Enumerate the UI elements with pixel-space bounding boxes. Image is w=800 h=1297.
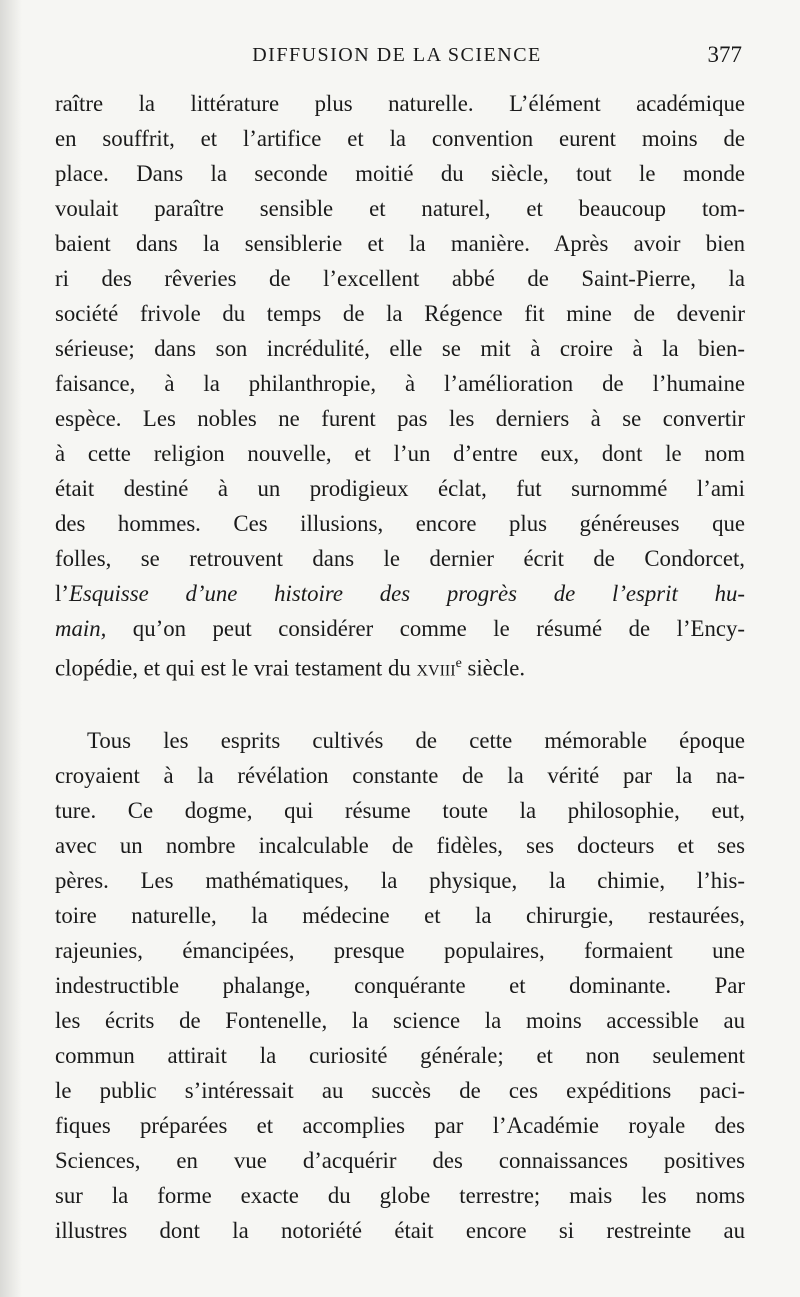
text-line: était destiné à un prodigieux éclat, fut surnommé l’ami: [55, 476, 745, 501]
paragraph-gap: [55, 686, 745, 723]
text-line: le public s’intéressait au succès de ces expéditions paci-: [55, 1077, 745, 1103]
page-number: 377: [707, 42, 742, 67]
text-line-italic-title: [55, 576, 745, 611]
century-numeral: xviii: [416, 655, 456, 681]
century-suffix: e: [455, 656, 462, 671]
text-line: sur la forme exacte du globe terrestre; mais les noms: [55, 1182, 745, 1208]
text-line: société frivole du temps de la Régence fit mine de devenir: [55, 301, 745, 326]
text-line: commun attirait la curiosité générale; et non seulement: [55, 1042, 745, 1068]
running-title: DIFFUSION DE LA SCIENCE: [252, 44, 542, 66]
text-line: Tous les esprits cultivés de cette mémorable époque: [87, 727, 745, 753]
text-fragment: clopédie, et qui est le vrai testament du: [55, 655, 417, 681]
text-line: croyaient à la révélation constante de la vérité par la na-: [55, 762, 745, 788]
paragraph-1: [55, 86, 745, 686]
book-title-italic-end: main,: [55, 616, 107, 641]
text-line: faisance, à la philanthropie, à l’amélioration de l’humaine: [55, 371, 745, 396]
text-line: à cette religion nouvelle, et l’un d’entre eux, dont le nom: [55, 441, 745, 466]
text-fragment: qu’on peut considérer comme le résumé de l’Ency-: [106, 616, 745, 641]
text-fragment: siècle.: [461, 655, 526, 681]
text-fragment: l’: [55, 581, 69, 606]
text-line: toire naturelle, la médecine et la chirurgie, restaurées,: [55, 902, 745, 928]
text-line-italic-title-end: [55, 611, 745, 646]
text-line: en souffrit, et l’artifice et la convention eurent moins de: [55, 126, 745, 151]
page-body: [55, 86, 745, 1248]
text-line: place. Dans la seconde moitié du siècle, tout le monde: [55, 161, 745, 186]
text-line: ture. Ce dogme, qui résume toute la philosophie, eut,: [55, 797, 745, 823]
text-line: raître la littérature plus naturelle. L’élément académique: [55, 91, 745, 116]
text-line: les écrits de Fontenelle, la science la moins accessible au: [55, 1007, 745, 1033]
text-line: sérieuse; dans son incrédulité, elle se mit à croire à la bien-: [55, 336, 745, 361]
text-line: voulait paraître sensible et naturel, et beaucoup tom-: [55, 196, 745, 221]
text-line: folles, se retrouvent dans le dernier écrit de Condorcet,: [55, 546, 745, 571]
text-line: fiques préparées et accomplies par l’Académie royale des: [55, 1112, 745, 1138]
paragraph-2: [55, 723, 745, 1248]
book-title-italic: Esquisse d’une histoire des progrès de l’esprit hu-: [68, 581, 745, 606]
text-line: Sciences, en vue d’acquérir des connaissances positives: [55, 1147, 745, 1173]
text-line: rajeunies, émancipées, presque populaires, formaient une: [55, 937, 745, 963]
text-line: espèce. Les nobles ne furent pas les derniers à se convertir: [55, 406, 745, 431]
text-line: avec un nombre incalculable de fidèles, ses docteurs et ses: [55, 832, 745, 858]
text-line: ri des rêveries de l’excellent abbé de Saint-Pierre, la: [55, 266, 745, 291]
text-line: illustres dont la notoriété était encore si restreinte au: [55, 1217, 745, 1243]
text-line: indestructible phalange, conquérante et dominante. Par: [55, 972, 745, 998]
text-line: baient dans la sensiblerie et la manière. Après avoir bien: [55, 231, 745, 256]
text-line-last: [55, 646, 745, 686]
text-line: pères. Les mathématiques, la physique, la chimie, l’his-: [55, 867, 745, 893]
page-header: [52, 44, 742, 74]
text-line: des hommes. Ces illusions, encore plus généreuses que: [55, 511, 745, 536]
